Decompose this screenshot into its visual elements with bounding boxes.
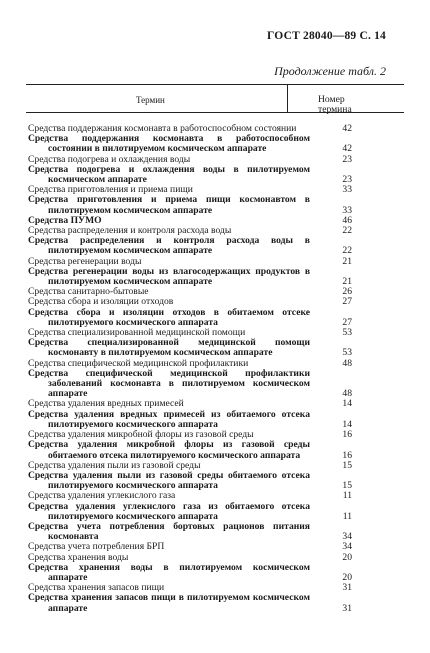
term-number: 48 [342, 357, 352, 369]
term-text: Средства специфической медицинской профилактики [28, 357, 249, 369]
table-top-rule [26, 84, 404, 85]
table-row [0, 165, 430, 185]
term-text: Средства специфической медицинской профилактики заболеваний космонавта в пилотируемом космическом аппарате [28, 367, 310, 400]
table-row [0, 338, 430, 358]
term-text: Средства сбора и изоляции отходов в обитаемом отсеке пилотируемого космического аппарата [28, 306, 310, 328]
term-text: Средства хранения воды в пилотируемом космическом аппарате [28, 561, 310, 583]
term-number: 16 [342, 449, 352, 461]
term-text: Средства санитарно-бытовые [28, 286, 149, 298]
term-text: Средства поддержания космонавта в работоспособном состоянии в пилотируемом космическом аппарате [28, 133, 310, 155]
term-number: 15 [342, 459, 352, 471]
table-row [0, 308, 430, 328]
table-header-rule [26, 112, 404, 113]
table-row [0, 522, 430, 542]
term-number: 14 [342, 418, 352, 430]
term-number: 34 [342, 531, 352, 543]
term-number: 21 [342, 255, 352, 267]
table-row [0, 502, 430, 522]
term-number: 22 [342, 225, 352, 237]
term-number: 53 [342, 327, 352, 339]
term-text: Средства приготовления и приема пищи космонавтом в пилотируемом космическом аппарате [28, 194, 310, 216]
term-number: 20 [342, 571, 352, 583]
term-text: Средства сбора и изоляции отходов [28, 296, 174, 308]
term-number: 31 [342, 602, 352, 614]
term-number: 27 [342, 316, 352, 328]
term-number: 26 [342, 286, 352, 298]
term-text: Средства регенерации воды [28, 255, 142, 267]
term-text: Средства удаления пыли из газовой среды [28, 459, 201, 471]
table-row [0, 542, 430, 552]
column-divider [287, 84, 288, 112]
table-row [0, 440, 430, 460]
term-number: 23 [342, 174, 352, 186]
term-number: 14 [342, 398, 352, 410]
term-number: 16 [342, 429, 352, 441]
term-text: Средства подогрева и охлаждения воды в пилотируемом космическом аппарате [28, 163, 310, 186]
term-text: Средства удаления вредных примесей из обитаемого отсека пилотируемого космического аппарата [28, 408, 310, 430]
term-table-body [0, 124, 430, 614]
term-number: 42 [342, 143, 352, 155]
column-header-number: Номер термина [318, 94, 352, 116]
term-number: 31 [342, 582, 352, 594]
term-text: Средства учета потребления бортовых рационов питания космонавта [28, 520, 310, 543]
term-number: 33 [342, 184, 352, 196]
term-text: Средства удаления углекислого газа из обитаемого отсека пилотируемого космического аппарата [28, 500, 310, 522]
term-number: 20 [342, 551, 352, 563]
term-number: 48 [342, 388, 352, 400]
table-row [0, 471, 430, 491]
table-row [0, 195, 430, 215]
term-number: 33 [342, 204, 352, 216]
term-text: Средства хранения запасов пищи [28, 582, 165, 594]
term-text: Средства удаления микробной флоры из газовой среды [28, 429, 254, 441]
term-text: Средства распределения и контроля расхода воды в пилотируемом космическом аппарате [28, 235, 310, 257]
table-row [0, 236, 430, 256]
table-continuation-label: Продолжение табл. 2 [274, 64, 386, 78]
term-text: Средства ПУМО [28, 214, 102, 226]
term-text: Средства удаления углекислого газа [28, 490, 176, 502]
term-number: 22 [342, 245, 352, 257]
term-text: Средства удаления вредных примесей [28, 398, 184, 410]
table-row [0, 491, 430, 501]
term-number: 27 [342, 296, 352, 308]
table-row [0, 134, 430, 154]
term-text: Средства удаления пыли из газовой среды обитаемого отсека пилотируемого космического аппарата [28, 469, 310, 492]
term-number: 34 [342, 541, 352, 553]
term-number: 11 [342, 490, 352, 502]
table-row [0, 369, 430, 400]
term-number: 46 [342, 214, 352, 226]
term-text: Средства учета потребления БРП [28, 541, 165, 553]
term-text: Средства хранения воды [28, 551, 129, 563]
table-row [0, 593, 430, 613]
term-text: Средства распределения и контроля расхода воды [28, 225, 232, 237]
term-number: 23 [342, 153, 352, 165]
term-text: Средства удаления микробной флоры из газовой среды обитаемого отсека пилотируемого космического аппарата [28, 439, 310, 461]
table-row [0, 267, 430, 287]
term-text: Средства регенерации воды из влагосодержащих продуктов в пилотируемом космическом аппарате [28, 265, 310, 288]
term-number: 42 [342, 123, 352, 134]
term-text: Средства приготовления и приема пищи [28, 184, 193, 196]
term-text: Средства специализированной медицинской помощи космонавту в пилотируемом космическом аппарате [28, 337, 310, 359]
table-row [0, 410, 430, 430]
term-number: 15 [342, 480, 352, 492]
term-number: 21 [342, 276, 352, 288]
term-text: Средства подогрева и охлаждения воды [28, 153, 191, 165]
document-code: ГОСТ 28040—89 С. 14 [267, 30, 386, 42]
term-text: Средства хранения запасов пищи в пилотируемом космическом аппарате [28, 592, 310, 614]
term-number: 11 [342, 510, 352, 522]
term-text: Средства специализированной медицинской помощи [28, 327, 246, 339]
column-header-terms: Термин [136, 95, 165, 105]
table-row [0, 563, 430, 583]
term-number: 53 [342, 347, 352, 359]
term-text: Средства поддержания космонавта в работоспособном состоянии [28, 123, 297, 134]
